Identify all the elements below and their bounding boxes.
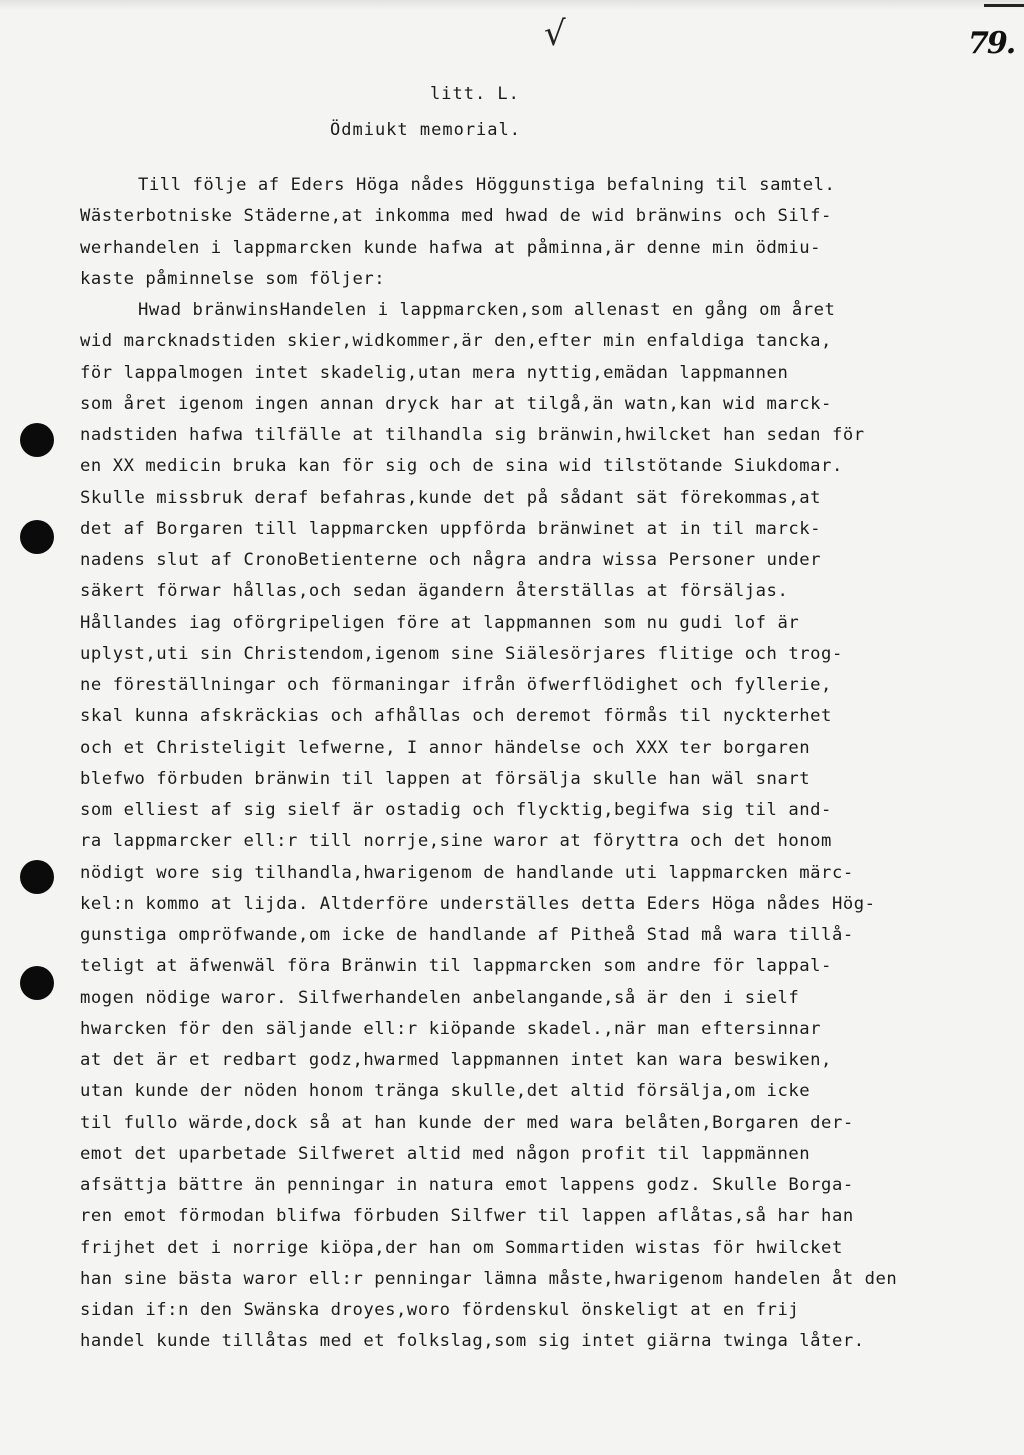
text-line: blefwo förbuden bränwin til lappen at försälja skulle han wäl snart	[80, 768, 811, 789]
text-line: nadstiden hafwa tilfälle at tilhandla sig bränwin,hwilcket han sedan för	[80, 425, 865, 445]
text-line: werhandelen i lappmarcken kunde hafwa at påminna,är denne min ödmiu-	[80, 237, 822, 258]
document-label: litt. L.	[430, 84, 520, 104]
punch-hole	[20, 860, 54, 894]
text-line: Wästerbotniske Städerne,at inkomma med hwad de wid bränwins och Silf-	[80, 206, 832, 227]
text-line: det af Borgaren till lappmarcken uppförda bränwinet at in til marck-	[80, 518, 822, 539]
punch-hole	[20, 423, 54, 457]
text-line: nadens slut af CronoBetienterne och några andra wissa Personer under	[80, 550, 822, 570]
text-line: säkert förwar hållas,och sedan ägandern återställas at försäljas.	[80, 581, 789, 602]
page-top-edge	[0, 0, 1024, 10]
text-line: wid marcknadstiden skier,widkommer,är den,efter min enfaldiga tancka,	[80, 331, 832, 352]
punch-hole	[20, 966, 54, 1000]
text-line: utan kunde der nöden honom tränga skulle,det altid försälja,om icke	[80, 1081, 811, 1102]
corner-mark	[984, 4, 1024, 7]
text-line: frijhet det i norrige kiöpa,der han om Sommartiden wistas för hwilcket	[80, 1237, 843, 1258]
text-line: gunstiga ompröfwande,om icke de handlande af Pitheå Stad må wara tillå-	[80, 925, 854, 945]
punch-hole	[20, 520, 54, 554]
text-line: til fullo wärde,dock så at han kunde der med wara belåten,Borgaren der-	[80, 1112, 854, 1133]
text-line: sidan if:n den Swänska droyes,woro fördenskul önskeligt at en frij	[80, 1300, 800, 1320]
text-line: handel kunde tillåtas med et folkslag,som sig intet giärna twinga låter.	[80, 1331, 865, 1352]
text-line: kaste påminnelse som följer:	[80, 268, 386, 289]
text-line: en XX medicin bruka kan för sig och de sina wid tilstötande Siukdomar.	[80, 456, 843, 477]
text-line: som elliest af sig sielf är ostadig och flycktig,begifwa sig til and-	[80, 800, 832, 820]
text-line: hwarcken för den säljande ell:r kiöpande skadel.,när man eftersinnar	[80, 1018, 822, 1039]
text-line: emot det uparbetade Silfweret altid med någon profit til lappmännen	[80, 1143, 811, 1164]
text-line: som året igenom ingen annan dryck har at tilgå,än watn,kan wid marck-	[80, 393, 832, 414]
text-line: nödigt wore sig tilhandla,hwarigenom de handlande uti lappmarcken märc-	[80, 862, 854, 883]
text-line: han sine bästa waror ell:r penningar lämna måste,hwarigenom handelen åt den	[80, 1268, 898, 1289]
text-line: och et Christeligit lefwerne, I annor händelse och XXX ter borgaren	[80, 737, 811, 758]
folio-number: 79.	[968, 26, 1015, 61]
text-line: at det är et redbart godz,hwarmed lappmannen intet kan wara beswiken,	[80, 1050, 832, 1070]
text-line: Hållandes iag oförgripeligen före at lappmannen som nu gudi lof är	[80, 612, 800, 633]
text-line: skal kunna afskräckias och afhållas och deremot förmås til nyckterhet	[80, 706, 832, 727]
text-line: afsättja bättre än penningar in natura emot lappens godz. Skulle Borga-	[80, 1175, 854, 1195]
text-line: ne föreställningar och förmaningar ifrån öfwerflödighet och fyllerie,	[80, 675, 832, 695]
text-line: Hwad bränwinsHandelen i lappmarcken,som allenast en gång om året	[138, 300, 836, 320]
text-line: teligt at äfwenwäl föra Bränwin til lappmarcken som andre för lappal-	[80, 956, 832, 977]
text-line: Till följe af Eders Höga nådes Höggunstiga befalning til samtel.	[138, 175, 836, 195]
text-line: ren emot förmodan blifwa förbuden Silfwer til lappen aflåtas,så har han	[80, 1206, 854, 1227]
document-title: Ödmiukt memorial.	[330, 120, 521, 140]
text-line: för lappalmogen intet skadelig,utan mera nyttig,emädan lappmannen	[80, 362, 789, 383]
text-line: mogen nödige waror. Silfwerhandelen anbelangande,så är den i sielf	[80, 987, 800, 1008]
text-line: ra lappmarcker ell:r till norrje,sine waror at föryttra och det honom	[80, 831, 832, 852]
text-line: kel:n kommo at lijda. Altderföre underställes detta Eders Höga nådes Hög-	[80, 893, 876, 914]
check-mark: √	[544, 14, 566, 54]
text-line: uplyst,uti sin Christendom,igenom sine Siälesörjares flitige och trog-	[80, 643, 843, 664]
text-line: Skulle missbruk deraf befahras,kunde det på sådant sät förekommas,at	[80, 487, 822, 508]
memorial-body	[80, 170, 980, 1358]
